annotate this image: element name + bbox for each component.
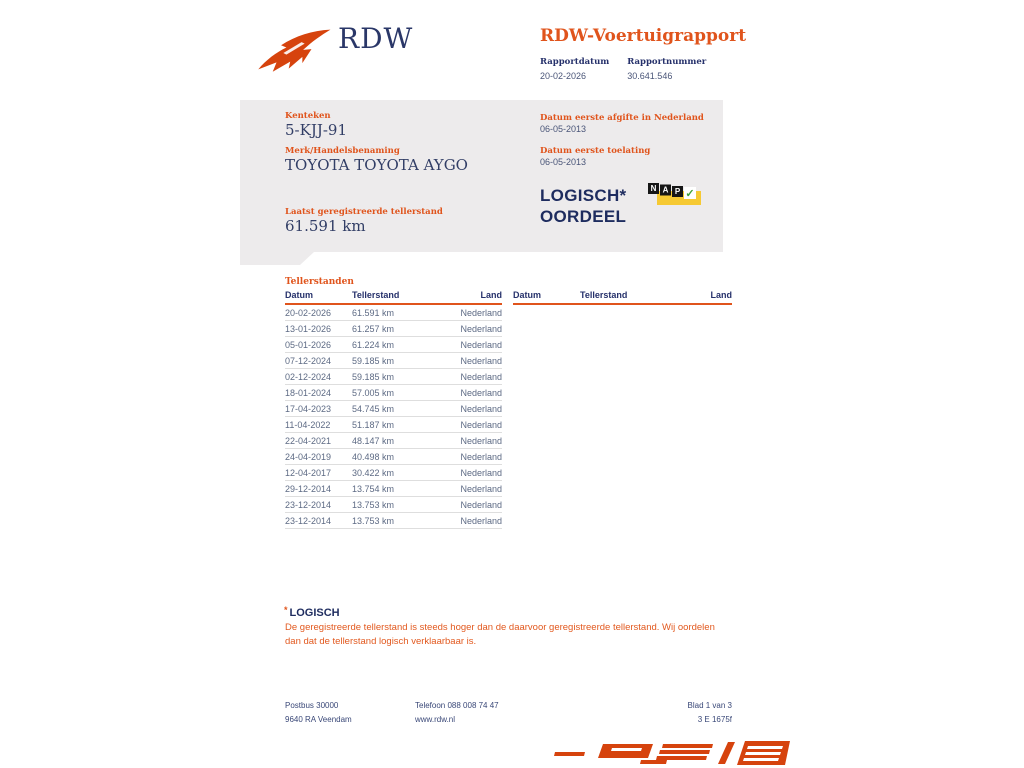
table-cell-tellerstand: 57.005 km [352,385,442,401]
table-cell-tellerstand: 59.185 km [352,353,442,369]
col-header-datum: Datum [285,288,352,304]
table-row [285,497,502,513]
oordeel-line1: LOGISCH* [540,186,627,205]
footer-website: www.rdw.nl [415,715,456,724]
table-row [285,417,502,433]
table-cell-datum: 29-12-2014 [285,481,352,497]
table-cell-tellerstand: 51.187 km [352,417,442,433]
table-cell-tellerstand: 54.745 km [352,401,442,417]
merk-value: TOYOTA TOYOTA AYGO [285,156,468,174]
afgifte-label: Datum eerste afgifte in Nederland [540,113,704,123]
table-cell-land: Nederland [442,481,502,497]
table-cell-land: Nederland [442,401,502,417]
table-cell-datum: 23-12-2014 [285,513,352,529]
table-cell-land: Nederland [442,513,502,529]
nap-checkmark-icon: ✓ [685,187,695,200]
report-date-block [540,57,609,81]
table-cell-land: Nederland [442,385,502,401]
table-row [285,304,502,321]
stripes-icon [545,737,790,768]
table-cell-land: Nederland [442,321,502,337]
tellerstand-value: 61.591 km [285,217,366,235]
table-cell-land: Nederland [442,465,502,481]
nap-letter-p: P [672,186,683,197]
footnote-title [284,605,340,619]
oordeel-line2: OORDEEL [540,207,627,226]
table-cell-land: Nederland [442,417,502,433]
afgifte-value: 06-05-2013 [540,124,587,134]
footer-page-info [688,699,732,727]
table-row [285,513,502,529]
col-header-tellerstand: Tellerstand [352,288,442,304]
table-cell-datum: 24-04-2019 [285,449,352,465]
table-cell-datum: 13-01-2026 [285,321,352,337]
table-cell-land: Nederland [442,433,502,449]
table-cell-tellerstand: 61.224 km [352,337,442,353]
vehicle-summary-panel-tail [240,252,314,265]
table-cell-datum: 23-12-2014 [285,497,352,513]
report-number-block [627,57,706,81]
table-cell-datum: 20-02-2026 [285,304,352,321]
table-cell-datum: 11-04-2022 [285,417,352,433]
footnote-title-text: LOGISCH [289,607,340,619]
table-cell-datum: 17-04-2023 [285,401,352,417]
report-number-label: Rapportnummer [627,57,707,67]
tellerstanden-title: Tellerstanden [285,277,354,287]
col-header-tellerstand: Tellerstand [580,288,670,304]
table-cell-datum: 22-04-2021 [285,433,352,449]
table-row [285,481,502,497]
table-header-row [513,288,732,304]
footer-phone: Telefoon 088 008 74 47 [415,701,499,710]
table-cell-land: Nederland [442,304,502,321]
footnote-text: De geregistreerde tellerstand is steeds hoger dan de daarvoor geregistreerde tellerstand. Wij oordelen dan dat de tellerstand logisch verklaarbaar is. [285,622,715,647]
tellerstanden-table-left [285,288,502,529]
tellerstanden-table-right [513,288,732,305]
tellerstand-label: Laatst geregistreerde tellerstand [285,207,443,217]
table-cell-datum: 05-01-2026 [285,337,352,353]
col-header-datum: Datum [513,288,580,304]
footer-address-line1: Postbus 30000 [285,701,339,710]
table-cell-tellerstand: 13.753 km [352,513,442,529]
footer-doc-code: 3 E 1675f [697,715,732,724]
table-row [285,401,502,417]
table-cell-land: Nederland [442,449,502,465]
rdw-stripes-graphic [545,737,790,768]
table-row [285,369,502,385]
table-cell-datum: 02-12-2024 [285,369,352,385]
merk-label: Merk/Handelsbenaming [285,146,400,156]
table-cell-datum: 18-01-2024 [285,385,352,401]
table-cell-tellerstand: 30.422 km [352,465,442,481]
report-date-label: Rapportdatum [540,57,610,67]
table-cell-tellerstand: 48.147 km [352,433,442,449]
footer-contact [415,699,688,727]
report-number-value: 30.641.546 [627,71,673,81]
report-date-value: 20-02-2026 [540,71,587,81]
table-cell-land: Nederland [442,369,502,385]
report-meta [540,57,706,81]
kenteken-value: 5-KJJ-91 [285,121,347,139]
table-cell-tellerstand: 61.257 km [352,321,442,337]
table-cell-datum: 12-04-2017 [285,465,352,481]
rdw-logo [256,22,414,80]
table-cell-land: Nederland [442,337,502,353]
table-row [285,321,502,337]
footer-address [285,699,415,727]
rdw-feather-icon [256,28,332,78]
footer-page-number: Blad 1 van 3 [687,701,732,710]
rdw-logo-text: RDW [338,22,414,55]
table-cell-tellerstand: 13.754 km [352,481,442,497]
oordeel-text [540,185,626,227]
page-title: RDW-Voertuigrapport [540,26,747,46]
toelating-value: 06-05-2013 [540,157,587,167]
table-cell-tellerstand: 13.753 km [352,497,442,513]
table-cell-tellerstand: 40.498 km [352,449,442,465]
toelating-label: Datum eerste toelating [540,146,651,156]
table-row [285,337,502,353]
table-cell-datum: 07-12-2024 [285,353,352,369]
nap-letter-n: N [648,183,659,194]
table-cell-land: Nederland [442,497,502,513]
table-cell-tellerstand: 61.591 km [352,304,442,321]
table-row [285,465,502,481]
col-header-land: Land [442,288,502,304]
table-cell-tellerstand: 59.185 km [352,369,442,385]
table-row [285,353,502,369]
col-header-land: Land [670,288,732,304]
table-header-row [285,288,502,304]
nap-tiles [648,183,696,200]
nap-logo [648,183,702,209]
footer-address-line2: 9640 RA Veendam [285,715,352,724]
tellerstanden-tbody-left [285,304,502,529]
table-row [285,385,502,401]
table-cell-land: Nederland [442,353,502,369]
footnote-asterisk: * [284,605,288,615]
nap-letter-a: A [660,185,671,196]
kenteken-label: Kenteken [285,111,331,121]
table-row [285,449,502,465]
page-footer [285,699,732,727]
table-row [285,433,502,449]
